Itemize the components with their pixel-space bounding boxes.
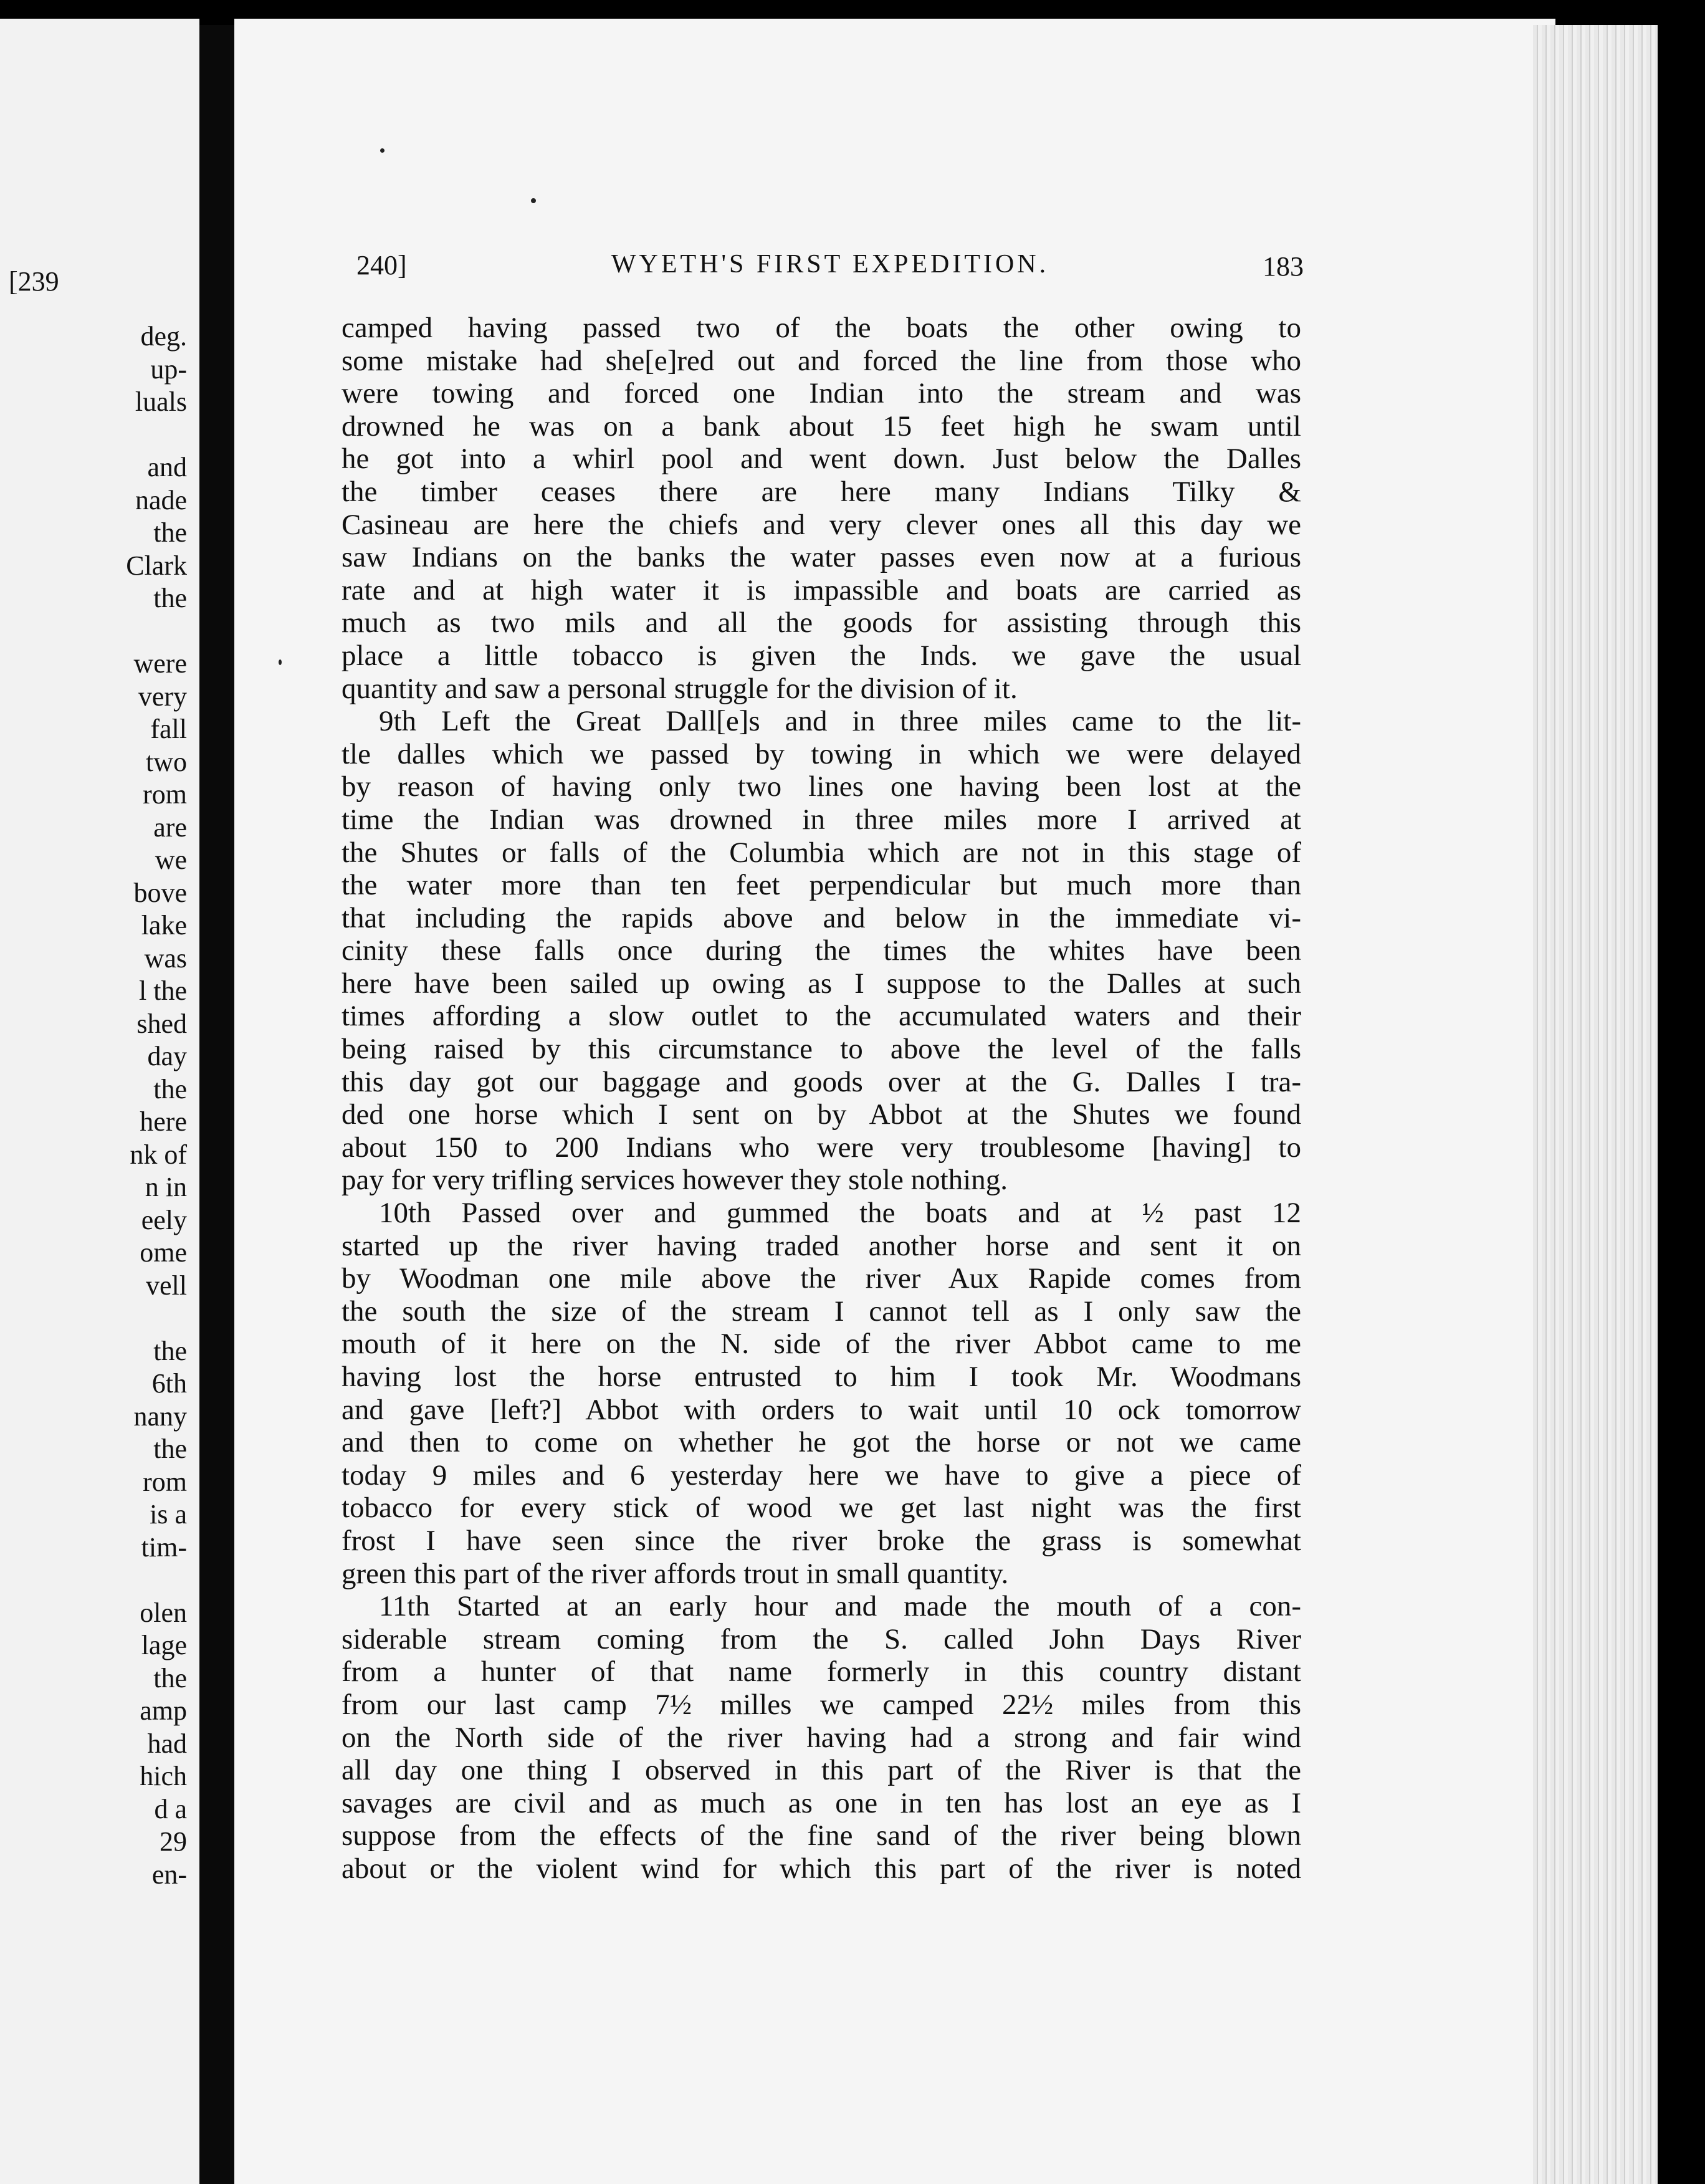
facing-line-fragment: hich (140, 1761, 187, 1791)
book-gutter (199, 25, 234, 2184)
text-line: by reason of having only two lines one having been lost at the (341, 770, 1301, 803)
page-number-bracket: 240] (356, 250, 407, 280)
text-line: he got into a whirl pool and went down. Just below the Dalles (341, 443, 1301, 476)
facing-line-fragment: l the (139, 975, 187, 1006)
facing-line-fragment: very (138, 681, 187, 712)
scan-speck (531, 198, 536, 203)
text-line: about 150 to 200 Indians who were very troublesome [having] to (341, 1131, 1301, 1164)
text-line: were towing and forced one Indian into the stream and was (341, 377, 1301, 410)
facing-line-fragment: fall (150, 714, 187, 744)
facing-line-fragment: eely (141, 1204, 187, 1235)
text-line: from our last camp 7½ milles we camped 22½ miles from this (341, 1688, 1301, 1721)
facing-line-fragment: 6th (151, 1368, 187, 1399)
facing-line-fragment: Clark (126, 550, 187, 581)
facing-line-fragment: rom (143, 779, 187, 810)
facing-line-fragment: amp (140, 1695, 187, 1726)
text-line: today 9 miles and 6 yesterday here we have to give a piece of (341, 1458, 1301, 1492)
line-gap (0, 419, 187, 452)
text-line: pay for very trifling services however they stole nothing. (341, 1164, 1008, 1197)
facing-line-fragment: was (144, 942, 187, 974)
text-line: time the Indian was drowned in three miles more I arrived at (341, 803, 1301, 836)
facing-line-fragment: rom (143, 1466, 187, 1497)
text-line: some mistake had she[e]red out and forced the line from those who (341, 344, 1301, 377)
text-line: frost I have seen since the river broke the grass is somewhat (341, 1524, 1301, 1557)
facing-line-fragment: tim- (141, 1531, 187, 1563)
text-line: Casineau are here the chiefs and very clever ones all this day we (341, 508, 1301, 541)
facing-line-fragment: deg. (140, 321, 187, 352)
line-gap (0, 1302, 187, 1335)
line-gap (0, 615, 187, 648)
facing-line-fragment: nade (135, 484, 187, 515)
text-line: on the North side of the river having had a strong and fair wind (341, 1721, 1301, 1754)
facing-line-fragment: here (140, 1106, 187, 1137)
text-line: green this part of the river affords trout in small quantity. (341, 1557, 1009, 1590)
text-line: savages are civil and as much as one in ten has lost an eye as I (341, 1786, 1301, 1819)
facing-line-fragment: are (153, 812, 187, 843)
text-line: saw Indians on the banks the water passes even now at a furious (341, 541, 1301, 574)
text-line: siderable stream coming from the S. called John Days River (341, 1622, 1301, 1655)
facing-line-fragment: the (153, 1662, 187, 1693)
text-line: started up the river having traded another horse and sent it on (341, 1229, 1301, 1262)
text-line: tle dalles which we passed by towing in which we were delayed (341, 737, 1301, 770)
text-line: from a hunter of that name formerly in this country distant (341, 1655, 1301, 1688)
facing-line-fragment: olen (140, 1597, 187, 1628)
text-line: the timber ceases there are here many Indians Tilky & (341, 475, 1301, 508)
text-line: all day one thing I observed in this part of the River is that the (341, 1754, 1301, 1787)
facing-line-fragment: the (153, 1073, 187, 1104)
facing-line-fragment: two (146, 746, 187, 777)
facing-line-fragment: n in (145, 1172, 187, 1202)
facing-line-fragment: nany (133, 1401, 187, 1432)
text-line: drowned he was on a bank about 15 feet high he swam until (341, 410, 1301, 443)
text-line: and then to come on whether he got the horse or not we came (341, 1426, 1301, 1459)
facing-line-fragment: vell (146, 1270, 187, 1301)
facing-line-fragment: up- (150, 353, 187, 385)
text-line: and gave [left?] Abbot with orders to wait until 10 ock tomorrow (341, 1393, 1301, 1426)
facing-line-fragment: bove (133, 877, 187, 908)
text-line: tobacco for every stick of wood we get last night was the first (341, 1492, 1301, 1525)
facing-line-fragment: en- (151, 1859, 187, 1890)
text-line: by Woodman one mile above the river Aux Rapide comes from (341, 1262, 1301, 1295)
facing-line-fragment: day (147, 1041, 187, 1071)
facing-line-fragment: ome (140, 1237, 187, 1268)
scan-speck (380, 148, 384, 153)
text-line: camped having passed two of the boats the other owing to (341, 312, 1301, 344)
facing-line-fragment: shed (136, 1008, 187, 1039)
facing-page-number: [239 (9, 266, 59, 297)
text-line: this day got our baggage and goods over at the G. Dalles I tra- (341, 1065, 1301, 1098)
facing-line-fragment: had (147, 1728, 187, 1759)
text-line: having lost the horse entrusted to him I took Mr. Woodmans (341, 1361, 1301, 1393)
text-line: much as two mils and all the goods for assisting through this (341, 606, 1301, 639)
running-head (356, 249, 1304, 287)
text-line: about or the violent wind for which this part of the river is noted (341, 1852, 1301, 1885)
text-line: being raised by this circumstance to above the level of the falls (341, 1033, 1301, 1066)
journal-text (341, 312, 1301, 1885)
text-line: mouth of it here on the N. side of the river Abbot came to me (341, 1328, 1301, 1361)
facing-page (0, 19, 199, 2184)
facing-line-fragment: is a (150, 1499, 187, 1530)
text-line: rate and at high water it is impassible and boats are carried as (341, 573, 1301, 606)
text-line: 9th Left the Great Dall[e]s and in three miles came to the lit- (379, 705, 1301, 738)
text-line: here have been sailed up owing as I suppose to the Dalles at such (341, 967, 1301, 1000)
facing-page-text-fragments (0, 320, 187, 1891)
text-line: the Shutes or falls of the Columbia which are not in this stage of (341, 836, 1301, 869)
text-line: 11th Started at an early hour and made the mouth of a con- (379, 1590, 1301, 1623)
text-line: that including the rapids above and below in the immediate vi- (341, 901, 1301, 934)
facing-line-fragment: and (147, 452, 187, 482)
page-edges (1533, 25, 1658, 2184)
facing-line-fragment: lage (141, 1630, 187, 1660)
facing-line-fragment: luals (135, 386, 187, 417)
text-line: suppose from the effects of the fine sand of the river being blown (341, 1819, 1301, 1852)
line-gap (0, 1564, 187, 1597)
text-line: the water more than ten feet perpendicular but much more than (341, 869, 1301, 902)
facing-line-fragment: d a (154, 1793, 187, 1824)
facing-line-fragment: lake (141, 910, 187, 941)
facing-line-fragment: the (153, 517, 187, 548)
text-line: quantity and saw a personal struggle for the division of it. (341, 672, 1018, 705)
facing-line-fragment: we (155, 845, 187, 875)
facing-line-fragment: were (133, 648, 187, 679)
text-line: the south the size of the stream I cannot tell as I only saw the (341, 1295, 1301, 1328)
facing-line-fragment: the (153, 583, 187, 613)
scan-speck (279, 659, 282, 665)
text-line: times affording a slow outlet to the accumulated waters and their (341, 1000, 1301, 1033)
text-line: ded one horse which I sent on by Abbot at the Shutes we found (341, 1098, 1301, 1131)
text-line: 10th Passed over and gummed the boats and at ½ past 12 (379, 1197, 1301, 1230)
scan-border (1658, 0, 1705, 2184)
facing-line-fragment: 29 (160, 1826, 187, 1857)
facing-line-fragment: the (153, 1434, 187, 1464)
text-line: cinity these falls once during the times the whites have been (341, 934, 1301, 967)
running-title: WYETH'S FIRST EXPEDITION. (611, 250, 1049, 279)
facing-line-fragment: nk of (130, 1139, 187, 1170)
text-line: place a little tobacco is given the Inds. we gave the usual (341, 639, 1301, 672)
facing-line-fragment: the (153, 1335, 187, 1366)
page-number: 183 (1263, 251, 1304, 282)
